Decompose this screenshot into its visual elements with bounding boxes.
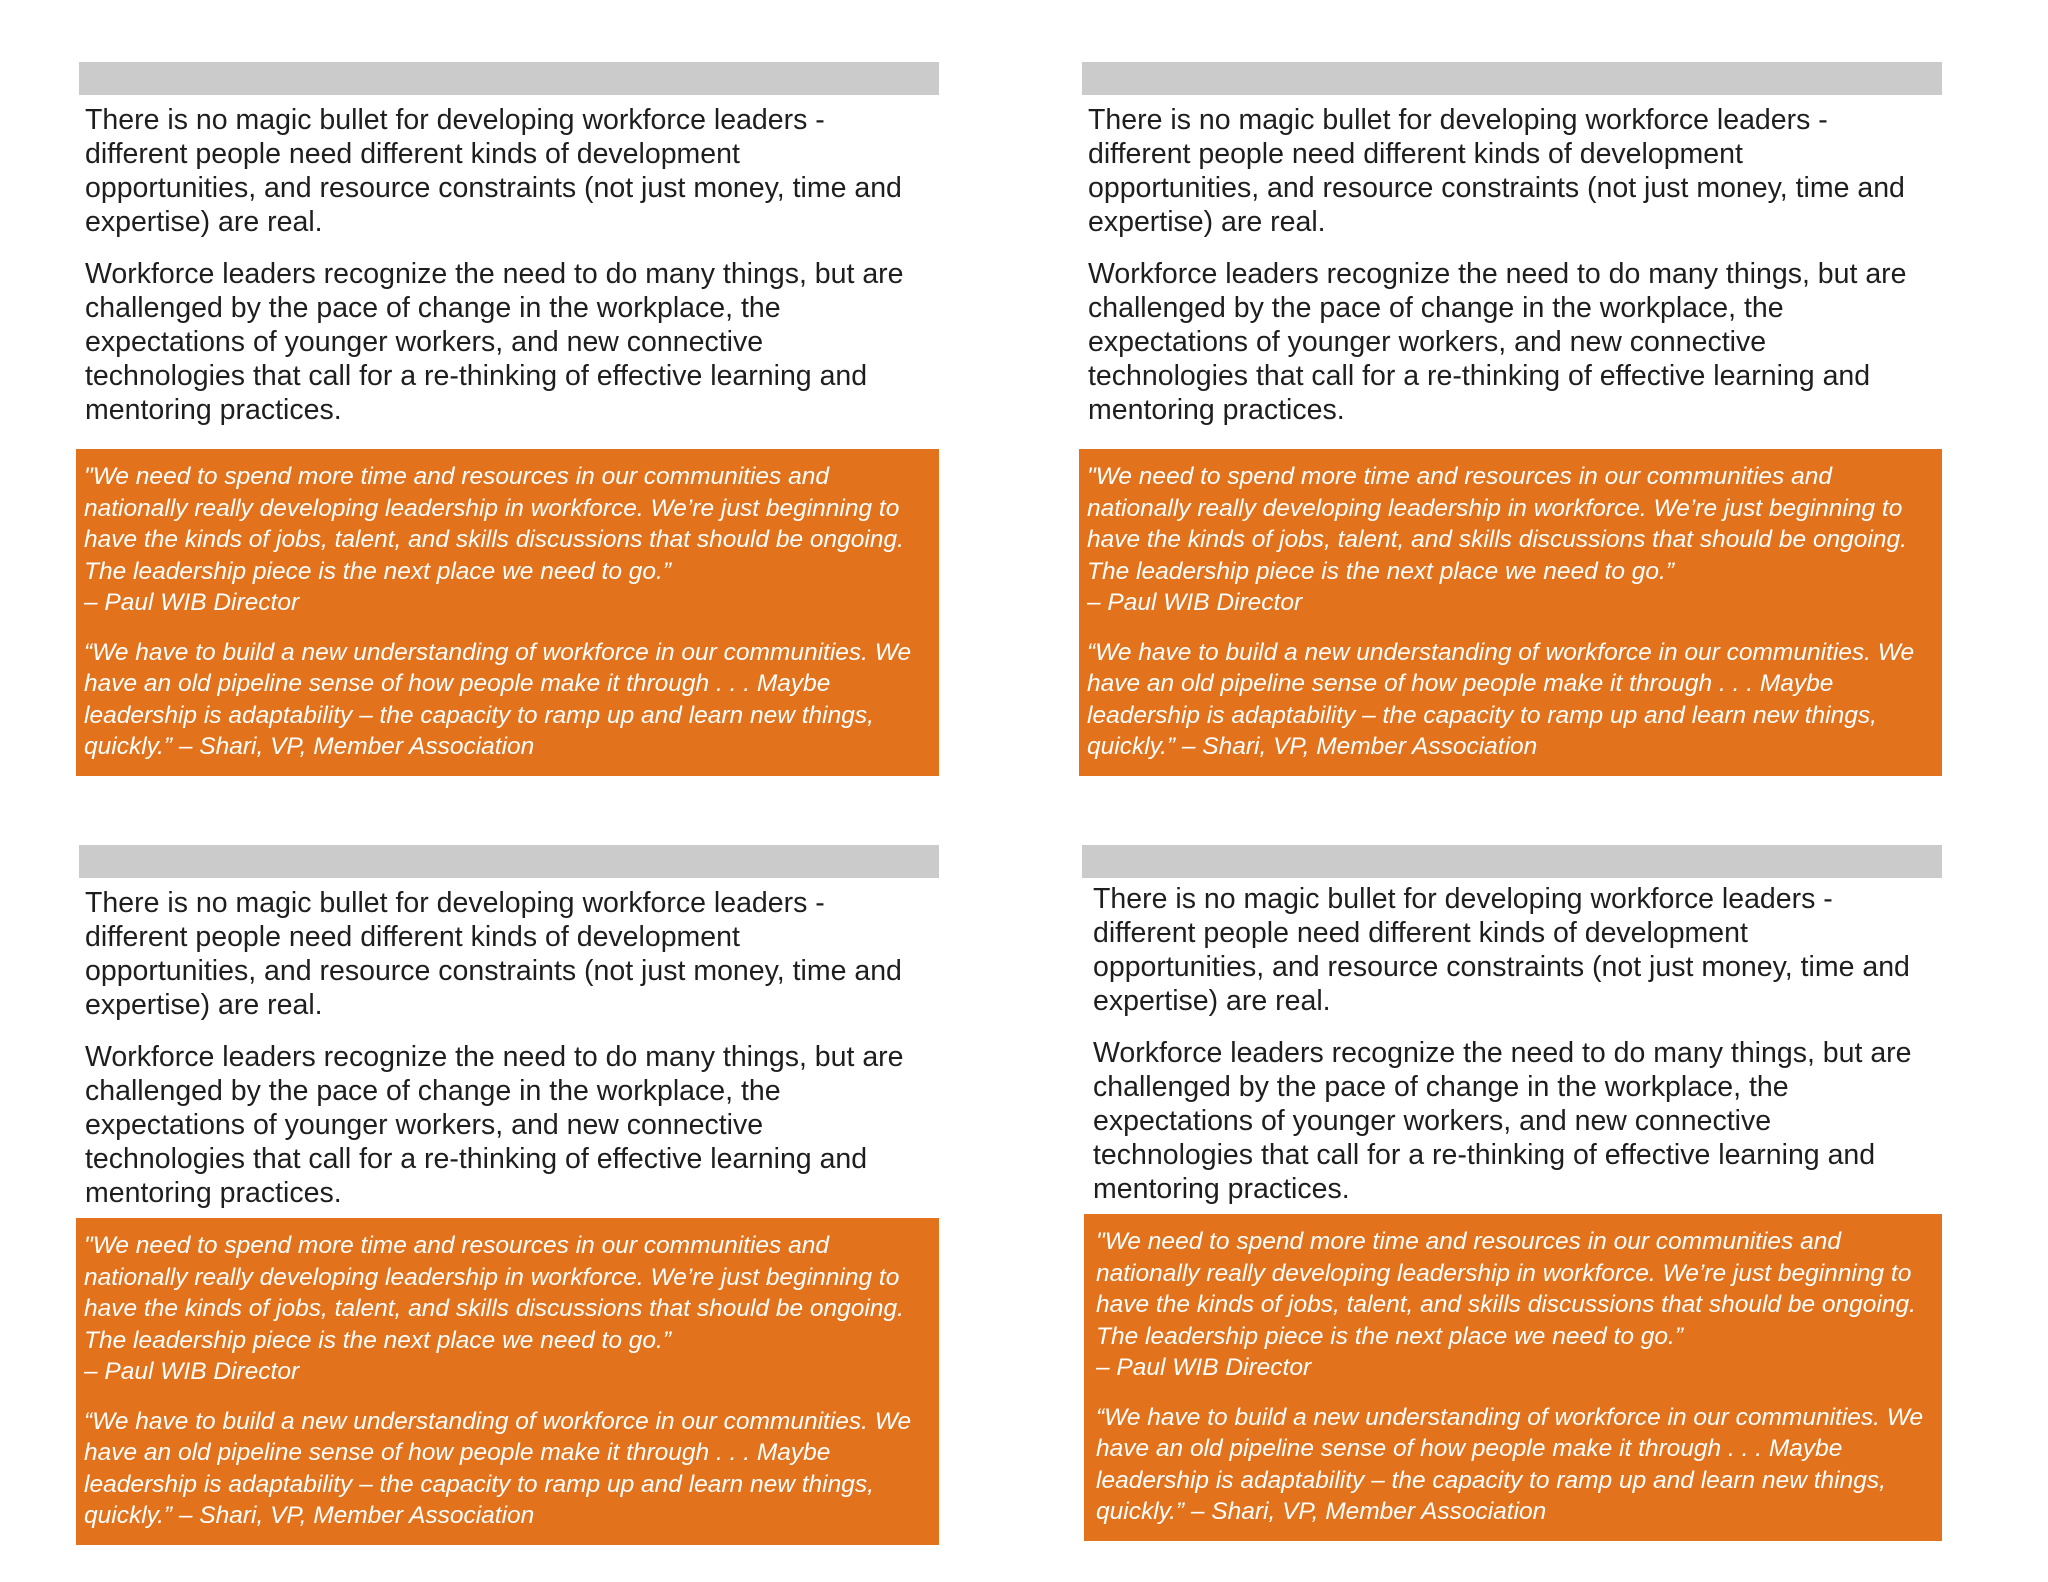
quote-shari: “We have to build a new understanding of workforce in our communities. We have an old pipeline sense of how people make it through . . . Maybe leadership is adaptability – the capacity to ramp up and learn new things, quickly.” – Shari, VP, Member Association [1087,638,1915,760]
header-bar [1082,845,1942,878]
slide-panel-bottom-right [1082,845,1942,1541]
quote-box [76,1218,939,1545]
header-bar [79,845,939,878]
intro-paragraph-1: There is no magic bullet for developing workforce leaders - different people need different kinds of development opportunities, and resource constraints (not just money, time and expertise) are real. [1088,104,1905,238]
header-bar [79,62,939,95]
quote-shari: “We have to build a new understanding of workforce in our communities. We have an old pipeline sense of how people make it through . . . Maybe leadership is adaptability – the capacity to ramp up and learn new things, quickly.” – Shari, VP, Member Association [84,1407,912,1529]
intro-paragraph-2: Workforce leaders recognize the need to do many things, but are challenged by the pace of change in the workplace, the expectations of younger workers, and new connective technologies that call for a re-thinking of effective learning and mentoring practices. [1093,1037,1912,1205]
quote-box [1084,1214,1942,1541]
slide-panel-top-left [79,62,939,776]
intro-text [79,886,939,1210]
quote-shari: “We have to build a new understanding of workforce in our communities. We have an old pipeline sense of how people make it through . . . Maybe leadership is adaptability – the capacity to ramp up and learn new things, quickly.” – Shari, VP, Member Association [1096,1403,1924,1525]
intro-paragraph-1: There is no magic bullet for developing workforce leaders - different people need different kinds of development opportunities, and resource constraints (not just money, time and expertise) are real. [85,887,902,1021]
header-bar [1082,62,1942,95]
intro-paragraph-2: Workforce leaders recognize the need to do many things, but are challenged by the pace of change in the workplace, the expectations of younger workers, and new connective technologies that call for a re-thinking of effective learning and mentoring practices. [1088,258,1907,426]
quote-box [1079,449,1942,776]
intro-text [79,103,939,427]
slide-panel-bottom-left [79,845,939,1545]
quote-box [76,449,939,776]
quote-paul: "We need to spend more time and resources in our communities and nationally really developing leadership in workforce. We’re just beginning to have the kinds of jobs, talent, and skills discussions that should be ongoing. The leadership piece is the next place we need to go.” – Paul WIB Director [84,1232,904,1385]
intro-paragraph-1: There is no magic bullet for developing workforce leaders - different people need different kinds of development opportunities, and resource constraints (not just money, time and expertise) are real. [85,104,902,238]
quote-paul: "We need to spend more time and resources in our communities and nationally really developing leadership in workforce. We’re just beginning to have the kinds of jobs, talent, and skills discussions that should be ongoing. The leadership piece is the next place we need to go.” – Paul WIB Director [1096,1228,1916,1381]
intro-paragraph-2: Workforce leaders recognize the need to do many things, but are challenged by the pace of change in the workplace, the expectations of younger workers, and new connective technologies that call for a re-thinking of effective learning and mentoring practices. [85,258,904,426]
intro-paragraph-1: There is no magic bullet for developing workforce leaders - different people need different kinds of development opportunities, and resource constraints (not just money, time and expertise) are real. [1093,883,1910,1017]
intro-text [1082,882,1942,1206]
slide-panel-top-right [1082,62,1942,776]
quote-paul: "We need to spend more time and resources in our communities and nationally really developing leadership in workforce. We’re just beginning to have the kinds of jobs, talent, and skills discussions that should be ongoing. The leadership piece is the next place we need to go.” – Paul WIB Director [1087,463,1907,616]
quote-paul: "We need to spend more time and resources in our communities and nationally really developing leadership in workforce. We’re just beginning to have the kinds of jobs, talent, and skills discussions that should be ongoing. The leadership piece is the next place we need to go.” – Paul WIB Director [84,463,904,616]
quote-shari: “We have to build a new understanding of workforce in our communities. We have an old pipeline sense of how people make it through . . . Maybe leadership is adaptability – the capacity to ramp up and learn new things, quickly.” – Shari, VP, Member Association [84,638,912,760]
intro-paragraph-2: Workforce leaders recognize the need to do many things, but are challenged by the pace of change in the workplace, the expectations of younger workers, and new connective technologies that call for a re-thinking of effective learning and mentoring practices. [85,1041,904,1209]
intro-text [1082,103,1942,427]
